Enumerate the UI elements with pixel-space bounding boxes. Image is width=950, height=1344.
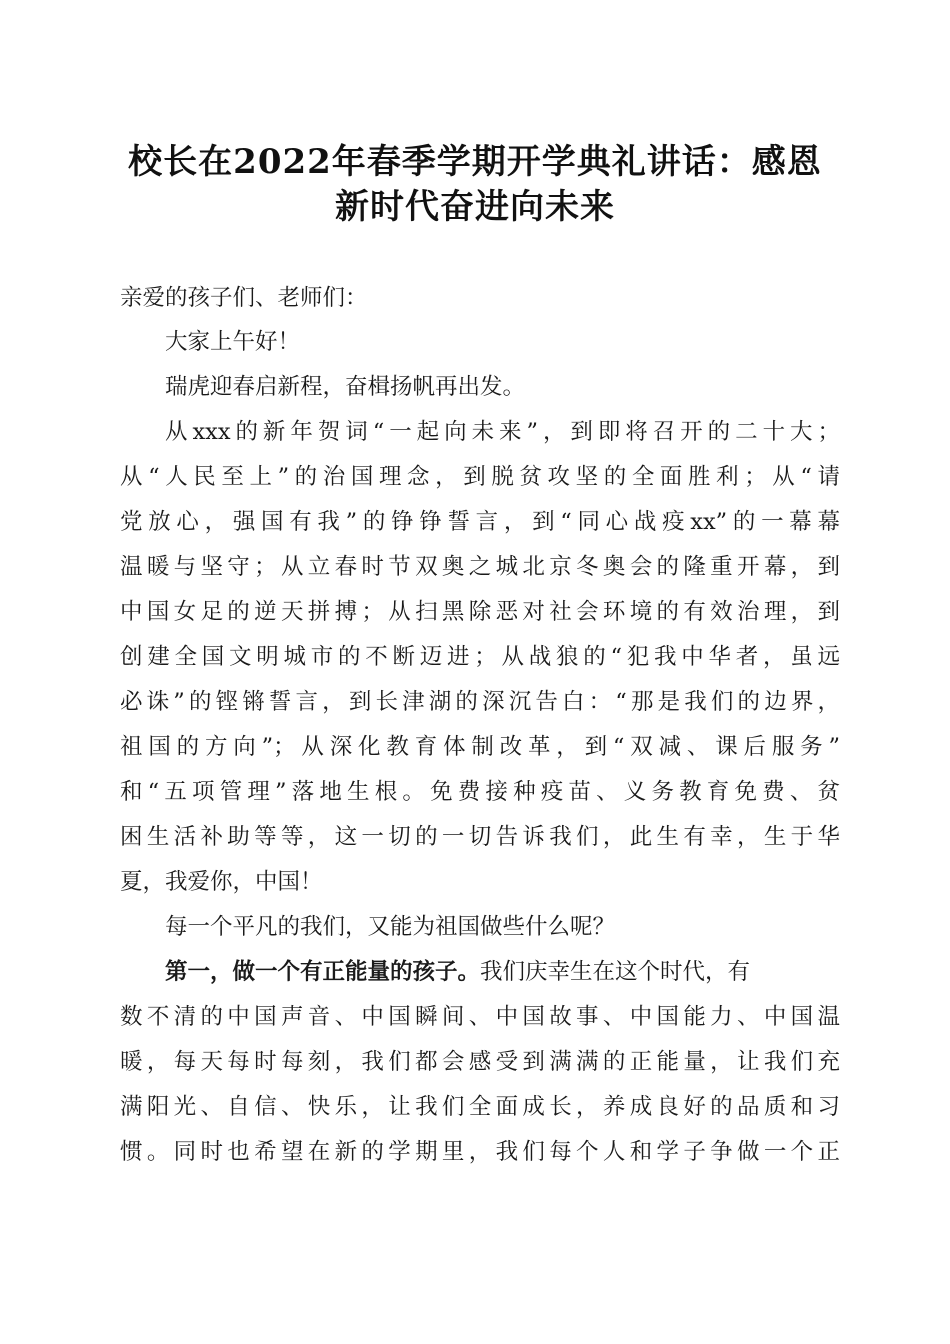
- opening-line: 瑞虎迎春启新程，奋楫扬帆再出发。: [165, 374, 526, 400]
- document-title-line-1: 校长在2022年春季学期开学典礼讲话：感恩: [128, 142, 822, 182]
- point-one-first-rest: 我们庆幸生在这个时代，有: [480, 959, 751, 985]
- paragraph-line: 从xxx的新年贺词“一起向未来”，到即将召开的二十大；: [165, 419, 840, 445]
- salutation: 亲爱的孩子们、老师们：: [120, 285, 368, 311]
- paragraph-line: 从“人民至上”的治国理念，到脱贫攻坚的全面胜利；从“请: [120, 464, 840, 490]
- paragraph-line: 党放心，强国有我”的铮铮誓言，到“同心战疫xx”的一幕幕: [120, 509, 840, 535]
- paragraph-line: 惯。同时也希望在新的学期里，我们每个人和学子争做一个正: [120, 1139, 840, 1165]
- point-one-heading: 第一，做一个有正能量的孩子。: [165, 959, 481, 985]
- document-title-line-2: 新时代奋进向未来: [335, 187, 615, 227]
- paragraph-line: 创建全国文明城市的不断迈进；从战狼的“犯我中华者，虽远: [120, 644, 840, 670]
- paragraph-line: 必诛”的铿锵誓言，到长津湖的深沉告白：“那是我们的边界，: [120, 689, 840, 715]
- paragraph-line: 数不清的中国声音、中国瞬间、中国故事、中国能力、中国温: [120, 1004, 840, 1030]
- point-one-first-line: [165, 957, 840, 987]
- question-line: 每一个平凡的我们，又能为祖国做些什么呢？: [165, 914, 616, 940]
- paragraph-line: 和“五项管理”落地生根。免费接种疫苗、义务教育免费、贫: [120, 779, 840, 805]
- paragraph-line: 夏，我爱你，中国！: [120, 869, 323, 895]
- paragraph-line: 暖，每天每时每刻，我们都会感受到满满的正能量，让我们充: [120, 1049, 840, 1075]
- paragraph-line: 困生活补助等等，这一切的一切告诉我们，此生有幸，生于华: [120, 824, 840, 850]
- paragraph-line: 满阳光、自信、快乐，让我们全面成长，养成良好的品质和习: [120, 1094, 840, 1120]
- paragraph-line: 温暖与坚守；从立春时节双奥之城北京冬奥会的隆重开幕，到: [120, 554, 840, 580]
- greeting: 大家上午好！: [165, 329, 301, 355]
- paragraph-line: 祖国的方向”；从深化教育体制改革，到“双减、课后服务”: [120, 734, 840, 760]
- paragraph-line: 中国女足的逆天拼搏；从扫黑除恶对社会环境的有效治理，到: [120, 599, 840, 625]
